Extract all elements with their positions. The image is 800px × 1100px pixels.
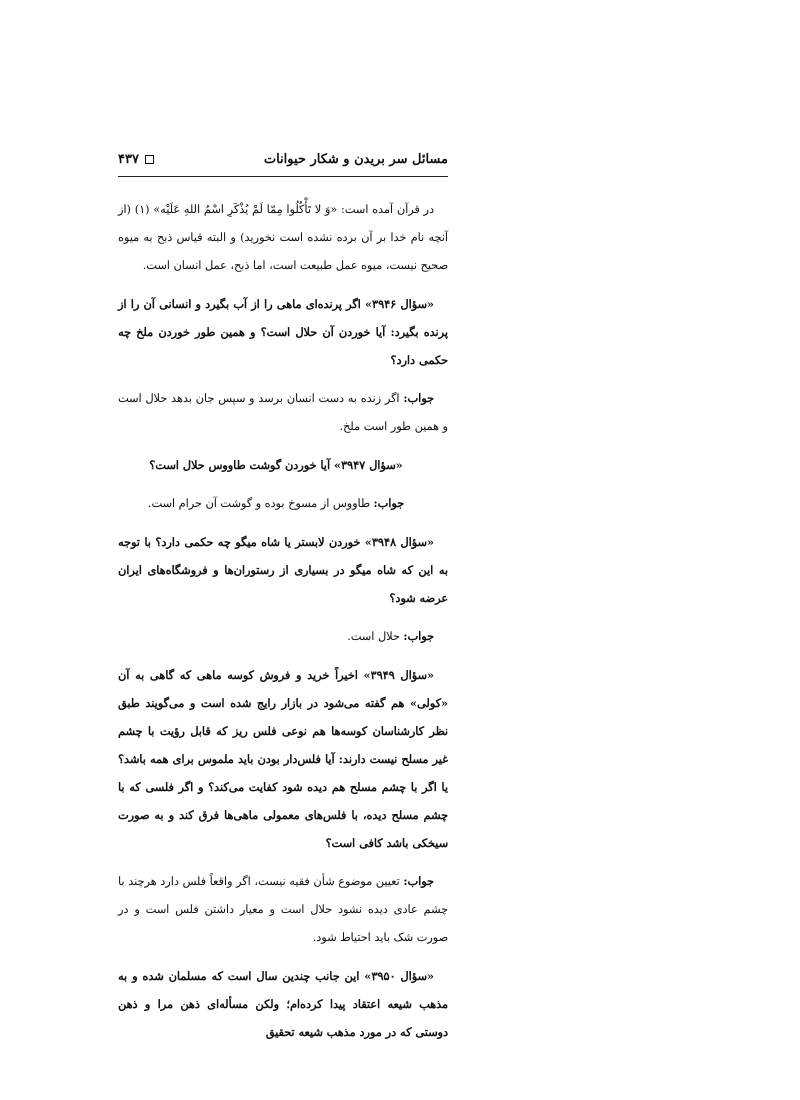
paragraph-text: در قرآن آمده است: «وَ لا تَأْكُلُوا مِمّا لَمْ يُذْكَرِ اسْمُ اللهِ عَلَيْه» (۱) (از آنچه نام خدا بر آن برده نشده است نخورید) و البته قیاس ذبح به میوه صحیح نیست، میوه عمل طبیعت است، اما ذبح، عمل انسان است.	[118, 203, 448, 272]
answer-text: طاووس از مسوخ بوده و گوشت آن حرام است.	[147, 497, 374, 510]
chapter-title: مسائل سر بریدن و شکار حیوانات	[263, 151, 448, 167]
question-3947	[118, 451, 448, 479]
page-number: ۴۳۷	[118, 151, 139, 167]
header-rule	[118, 176, 448, 177]
question-text: «سؤال ۳۹۴۷» آیا خوردن گوشت طاووس حلال است؟	[149, 458, 403, 472]
page-number-block	[118, 152, 154, 167]
answer-label: جواب:	[403, 629, 434, 643]
answer-3946	[118, 384, 448, 441]
answer-text: حلال است.	[347, 630, 404, 643]
answer-3948	[118, 622, 448, 651]
question-text: «سؤال ۳۹۴۹» اخیراً خرید و فروش کوسه ماهی که گاهی به آن «کولی» هم گفته می‌شود در بازار رایج شده است و می‌گویند طبق نظر کارشناسان کوسه‌ها هم نوعی فلس ریز که قابل رؤیت با چشم غیر مسلح نیست دارند: آیا فلس‌دار بودن باید ملموس برای همه باشد؟ یا اگر با چشم مسلح هم دیده شود کفایت می‌کند؟ و اگر فلسی که با چشم مسلح دیده، با فلس‌های معمولی ماهی‌ها فرق کند و به صورت سیخکی باشد کافی است؟	[118, 668, 448, 850]
page-header	[118, 147, 448, 171]
answer-3947	[118, 489, 448, 518]
page-body	[118, 196, 448, 1056]
answer-3949	[118, 867, 448, 952]
question-3946	[118, 290, 448, 374]
question-3949	[118, 661, 448, 857]
answer-label: جواب:	[403, 391, 434, 405]
question-3950	[118, 962, 448, 1046]
square-bullet-icon	[145, 155, 154, 164]
answer-label: جواب:	[373, 496, 405, 510]
question-text: «سؤال ۳۹۴۸» خوردن لابستر یا شاه میگو چه حکمی دارد؟ با توجه به این که شاه میگو در بسیاری از رستوران‌ها و فروشگاه‌های ایران عرضه شود؟	[118, 535, 448, 605]
answer-text: تعیین موضوع شأن فقیه نیست، اگر واقعاً فلس دارد هرچند با چشم عادی دیده نشود حلال است و معیار داشتن فلس است و در صورت شک باید احتیاط شود.	[118, 875, 448, 944]
question-text: «سؤال ۳۹۵۰» این جانب چندین سال است که مسلمان شده و به مذهب شیعه اعتقاد پیدا کرده‌ام؛ ولکن مسأله‌ای ذهن مرا و ذهن دوستی که در مورد مذهب شیعه تحقیق	[118, 969, 448, 1039]
question-3948	[118, 528, 448, 612]
paragraph-0	[118, 196, 448, 280]
answer-label: جواب:	[403, 874, 434, 888]
answer-text: اگر زنده به دست انسان برسد و سپس جان بدهد حلال است و همین طور است ملخ.	[118, 392, 448, 433]
question-text: «سؤال ۳۹۴۶» اگر پرنده‌ای ماهی را از آب بگیرد و انسانی آن را از پرنده بگیرد: آیا خوردن آن حلال است؟ و همین طور خوردن ملخ چه حکمی دارد؟	[118, 297, 448, 367]
